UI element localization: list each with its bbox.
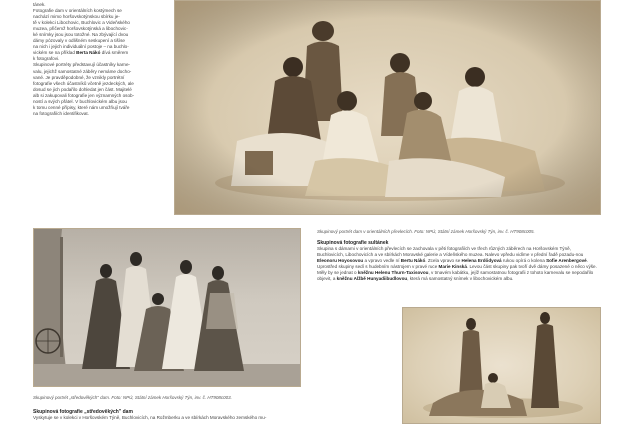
section-stredoveke: [33, 409, 299, 421]
photo-oriental-men: [402, 307, 601, 424]
photo-caption-left: Skupinový portrét „středověkých" dam. Foto: NPÚ, Státní zámek Horšovský Týn, inv. č. HT908c003.: [33, 395, 232, 400]
person-name: Eleonoru Hoyosovou: [317, 258, 364, 264]
text-line: vané. Je pravděpodobné, že vznikly portrétní: [33, 74, 125, 80]
photo-medieval-group: [33, 228, 301, 387]
text-line: tánek.: [33, 2, 46, 7]
photo-caption-top: Skupinový portrét dam v orientálních převlecích. Foto: NPÚ, Státní zámek Horšovský Týn, inv. č. HT908c005.: [317, 229, 535, 234]
text-line: fotografie všech účastníků včetně jezdeckých, ale: [33, 80, 134, 86]
person-name: Sofie Arenbergové: [546, 258, 587, 264]
section-sultanky: [317, 240, 599, 282]
text-fragment: dívá směrem: [100, 50, 129, 56]
text-line: k fotografovi.: [33, 56, 60, 62]
text-line: k tomu cenné přípisy, které nám umožňují tváře: [33, 104, 130, 110]
left-text-column: [33, 2, 146, 117]
text-line: dámy pózovaly v odlišném seskupení a tišíse: [33, 38, 125, 44]
text-fragment: a vpravo vedle ní: [363, 258, 401, 264]
text-line: Skupinové portréty představují účastníky karne-: [33, 62, 131, 68]
text-fragment: , která má samostatný snímek v libochovickém albu.: [407, 275, 514, 281]
person-name: Helena Erdődyová: [461, 258, 502, 264]
person-name: kněžnu Alžbě Hunyadiibudlovou: [336, 275, 408, 281]
person-name: Berta Nákó: [76, 50, 101, 56]
photo-oriental-men-illustration: [403, 308, 600, 423]
text-fragment: , v tmavém kabátku, jejíž samostatnou fotografii z tohoto karnevalu se nepodařilo objevit, a: [317, 269, 594, 281]
person-name: kněžnu Helenu Thurn-Taxisovou: [357, 269, 429, 275]
section-body: [317, 246, 599, 281]
section-heading: Skupinová fotografie „středověkých" dam: [33, 409, 133, 415]
section-body: Vyskytuje se v kolekci v Horšovském Týně, Buchlovicích, na Rožmberku a ve sbírkách Moravského zemského mu-: [33, 415, 267, 421]
text-fragment: vickém se na příklad: [33, 50, 75, 56]
photo-medieval-group-illustration: [34, 229, 300, 386]
text-line: tě v kolekci Libochovic, Buchlovic a Videňského: [33, 20, 130, 26]
text-line: na nich i jejich individuální postoje – na buchlo-: [33, 44, 129, 50]
section-heading: Skupinová fotografie sultánek: [317, 240, 389, 246]
text-fragment: rukou opírá o kolena: [501, 258, 547, 264]
text-fragment: . Zcela vpravo se: [425, 258, 462, 264]
text-line: Fotografie dam v orientálních kostýmech se: [33, 8, 122, 14]
text-line: ností a svých přátel. V buchlovickém albu jsou: [33, 98, 127, 104]
text-line: alb si zakupovali fotografie jen významných osob-: [33, 92, 135, 98]
text-line: muzea, přičemž horšovskotýnská a libochovic-: [33, 26, 128, 32]
text-fragment: Skupina s dámami v orientálních převlecích se zachovala v pěti fotografiích ve třech různých záběrech na Horšovském Týně, Buchlovicích, Libochovicích a ve sbírkách Moravské galerie a Vídeňského muzea. Nalevo vpředu vidíme v přední řadě pozadu-nou: [317, 246, 584, 258]
text-line: dosud se jich podařilo dohledat jen část. Majitelé: [33, 86, 132, 92]
text-fragment: . Levou část skupiny pak tvoří dvě dámy posazené o něco výše. Měly by se jednat o: [317, 263, 597, 275]
photo-oriental-group: [174, 0, 601, 215]
text-line: nachází mimo horšovskotýnskou sbírku je-: [33, 14, 120, 20]
photo-oriental-group-illustration: [175, 1, 600, 214]
text-fragment: . Uprostřed skupiny sedí s hudebním nástrojem v pravé ruce: [317, 258, 589, 269]
person-name: Bertu Nákó: [400, 258, 426, 264]
person-name: Marie Kinská: [438, 263, 467, 269]
text-line: ké snímky jsou jsou totožné. Na zbývající dvou: [33, 32, 129, 38]
text-line: na fotografiích identifikovat.: [33, 110, 89, 116]
text-line: valu, jejichž samostatné záběry nemáme docho-: [33, 68, 132, 74]
